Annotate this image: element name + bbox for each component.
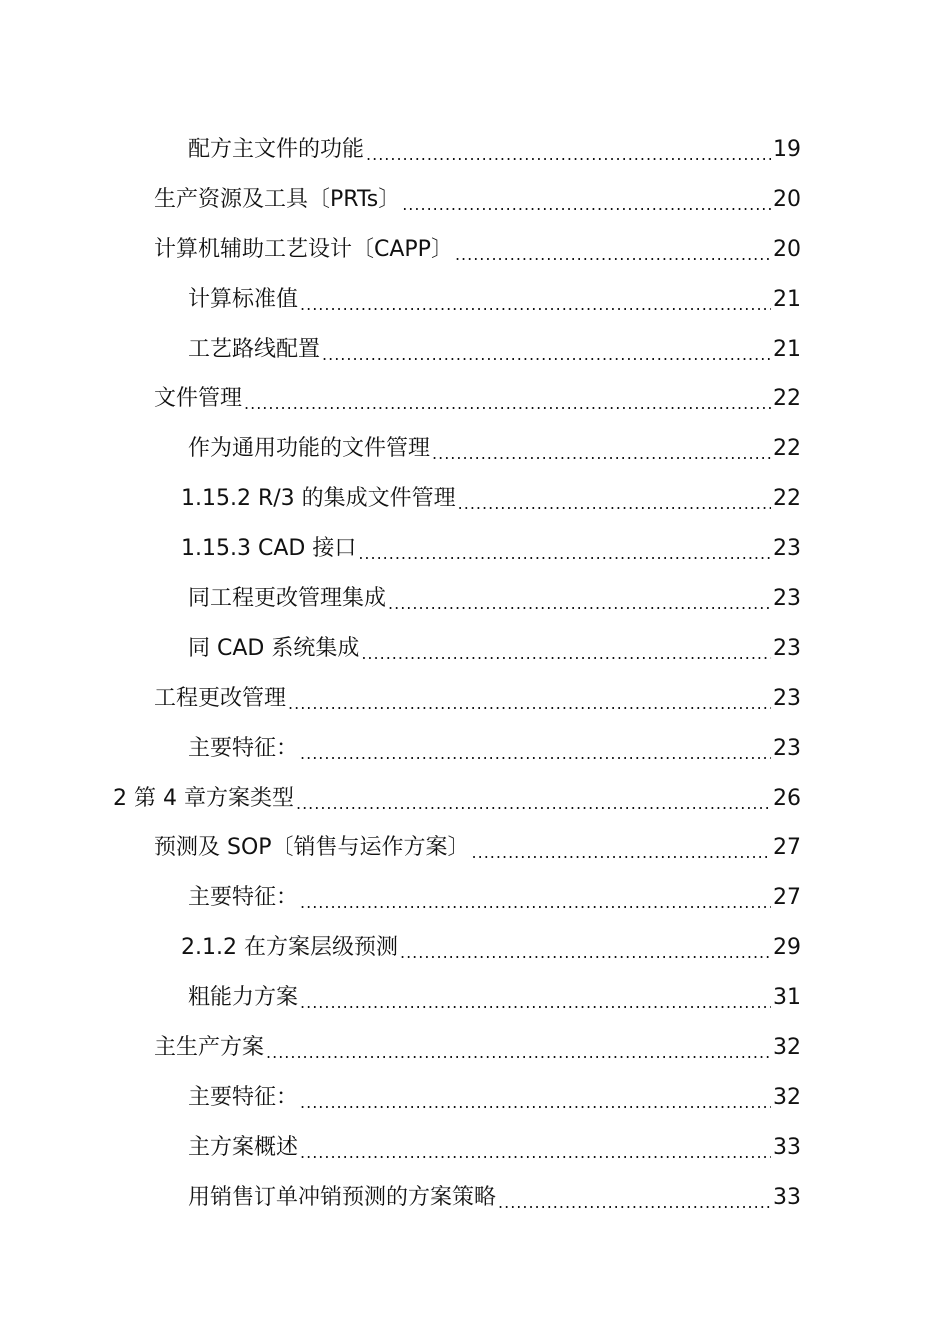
toc-entry-page: 22 [773,436,801,462]
toc-leader-dots [388,596,771,612]
toc-entry[interactable] [154,1023,801,1073]
toc-entry-page: 20 [773,236,801,262]
toc-entry-title: 主要特征： [188,1084,299,1110]
toc-entry-title: 主方案概述 [188,1134,299,1160]
toc-entry-page: 22 [773,386,801,412]
toc-entry[interactable] [181,524,801,574]
toc-leader-dots [361,646,771,662]
toc-entry-title: 作为通用功能的文件管理 [188,436,431,462]
toc-leader-dots [402,197,771,213]
toc-entry[interactable] [154,374,801,424]
toc-entry-title: 文件管理 [154,386,243,412]
toc-entry-page: 32 [773,1034,801,1060]
toc-entry[interactable] [188,973,801,1023]
toc-entry-page: 23 [773,585,801,611]
toc-entry-page: 27 [773,835,801,861]
toc-entry-page: 33 [773,1184,801,1210]
toc-entry[interactable] [154,823,801,873]
toc-entry[interactable] [188,724,801,774]
toc-entry[interactable] [154,225,801,275]
toc-leader-dots [358,546,771,562]
toc-entry-page: 21 [773,286,801,312]
toc-entry[interactable] [154,175,801,225]
toc-leader-dots [288,696,771,712]
toc-leader-dots [455,247,771,263]
toc-entry-page: 32 [773,1084,801,1110]
toc-entry-title: 2 第 4 章方案类型 [113,785,294,811]
toc-entry-title: 用销售订单冲销预测的方案策略 [188,1184,497,1210]
toc-entry-page: 20 [773,186,801,212]
toc-leader-dots [498,1195,771,1211]
toc-entry[interactable] [181,923,801,973]
toc-entry-page: 23 [773,685,801,711]
toc-entry[interactable] [188,1123,801,1173]
toc-entry-page: 33 [773,1134,801,1160]
toc-leader-dots [432,446,771,462]
toc-leader-dots [300,1145,771,1161]
toc-entry[interactable] [113,774,801,824]
toc-entry-page: 23 [773,735,801,761]
toc-leader-dots [296,796,771,812]
toc-entry-title: 1.15.3 CAD 接口 [181,536,357,562]
toc-leader-dots [300,297,771,313]
toc-entry-title: 生产资源及工具〔PRTs〕 [154,186,401,212]
toc-entry-page: 31 [773,985,801,1011]
toc-entry[interactable] [188,624,801,674]
toc-entry-title: 计算标准值 [188,286,299,312]
toc-leader-dots [366,147,771,163]
toc-leader-dots [244,396,771,412]
toc-entry-title: 计算机辅助工艺设计〔CAPP〕 [154,236,453,262]
toc-entry-page: 23 [773,536,801,562]
toc-entry-title: 主要特征： [188,735,299,761]
toc-leader-dots [300,746,771,762]
toc-entry-page: 29 [773,935,801,961]
toc-entry-title: 配方主文件的功能 [188,136,365,162]
toc-entry-title: 工艺路线配置 [188,336,321,362]
toc-entry[interactable] [188,275,801,325]
toc-entry[interactable] [181,474,801,524]
toc-entry-title: 粗能力方案 [188,985,299,1011]
toc-entry-page: 21 [773,336,801,362]
toc-leader-dots [472,845,771,861]
toc-entry-page: 19 [773,136,801,162]
toc-leader-dots [458,496,771,512]
toc-entry-title: 2.1.2 在方案层级预测 [181,935,398,961]
toc-entry[interactable] [188,1073,801,1123]
toc-entry-title: 同工程更改管理集成 [188,585,387,611]
toc-entry-page: 26 [773,785,801,811]
table-of-contents [0,125,950,1223]
toc-entry[interactable] [188,873,801,923]
toc-entry[interactable] [154,674,801,724]
toc-entry[interactable] [188,424,801,474]
toc-entry-title: 主生产方案 [154,1034,265,1060]
toc-entry-title: 预测及 SOP〔销售与运作方案〕 [154,835,470,861]
toc-leader-dots [300,895,771,911]
toc-entry-title: 工程更改管理 [154,685,287,711]
toc-entry-page: 22 [773,486,801,512]
toc-entry[interactable] [188,574,801,624]
toc-entry-title: 1.15.2 R/3 的集成文件管理 [181,486,456,512]
toc-entry[interactable] [188,1173,801,1223]
toc-entry[interactable] [188,125,801,175]
toc-entry-page: 23 [773,635,801,661]
toc-leader-dots [400,945,771,961]
toc-leader-dots [300,1095,771,1111]
toc-leader-dots [322,347,771,363]
toc-leader-dots [266,1045,771,1061]
toc-entry-title: 同 CAD 系统集成 [188,635,360,661]
toc-leader-dots [300,995,771,1011]
toc-entry-title: 主要特征： [188,885,299,911]
toc-entry-page: 27 [773,885,801,911]
toc-entry[interactable] [188,325,801,375]
